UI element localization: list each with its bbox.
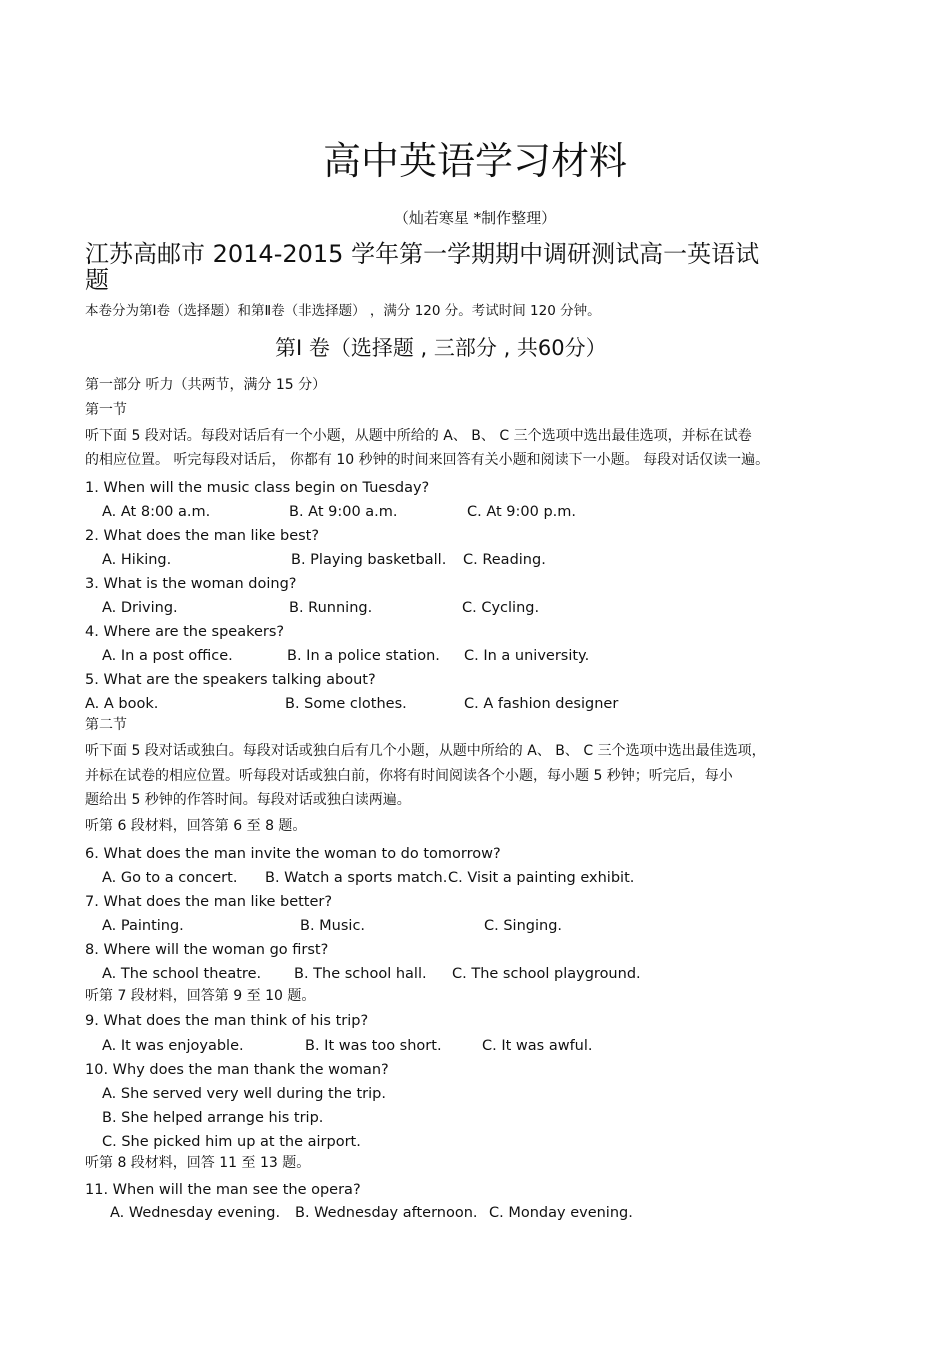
question-8-stem: 8. Where will the woman go first?	[85, 942, 329, 958]
question-5-stem: 5. What are the speakers talking about?	[85, 672, 376, 688]
exam-title-line2: 题	[85, 266, 109, 294]
question-1-stem: 1. When will the music class begin on Tuesday?	[85, 480, 430, 496]
material-6-note: 听第 6 段材料，回答第 6 至 8 题。	[85, 818, 307, 834]
question-11-option-a: A. Wednesday evening.	[110, 1205, 281, 1221]
section1-heading: 第一节	[85, 402, 127, 418]
section1-instructions-line1: 听下面 5 段对话。每段对话后有一个小题，从题中所给的 A、 B、 C 三个选项中选出最佳选项，并标在试卷	[85, 428, 752, 444]
question-4-option-a: A. In a post office.	[102, 648, 233, 664]
question-6-option-a: A. Go to a concert.	[102, 870, 238, 886]
question-4-option-c: C. In a university.	[464, 648, 590, 664]
question-3-option-b: B. Running.	[289, 600, 373, 616]
question-7-option-a: A. Painting.	[102, 918, 184, 934]
question-9-stem: 9. What does the man think of his trip?	[85, 1013, 369, 1029]
question-3-option-c: C. Cycling.	[462, 600, 540, 616]
question-4-stem: 4. Where are the speakers?	[85, 624, 285, 640]
question-9-option-a: A. It was enjoyable.	[102, 1038, 244, 1054]
question-1-option-c: C. At 9:00 p.m.	[467, 504, 577, 520]
question-8-option-a: A. The school theatre.	[102, 966, 262, 982]
material-8-note: 听第 8 段材料，回答 11 至 13 题。	[85, 1155, 311, 1171]
question-11-option-c: C. Monday evening.	[489, 1205, 633, 1221]
question-2-stem: 2. What does the man like best?	[85, 528, 320, 544]
question-7-option-b: B. Music.	[300, 918, 366, 934]
section2-instructions-line3: 题给出 5 秒钟的作答时间。每段对话或独白读两遍。	[85, 792, 411, 808]
question-1-option-b: B. At 9:00 a.m.	[289, 504, 398, 520]
volume-title: 第Ⅰ 卷（选择题 , 三部分 , 共60分）	[275, 336, 607, 360]
question-7-option-c: C. Singing.	[484, 918, 563, 934]
subtitle: （灿若寒星 *制作整理）	[393, 209, 557, 227]
section2-heading: 第二节	[85, 717, 127, 733]
question-2-option-a: A. Hiking.	[102, 552, 172, 568]
main-title: 高中英语学习材料	[322, 139, 627, 183]
section2-instructions-line1: 听下面 5 段对话或独白。每段对话或独白后有几个小题，从题中所给的 A、 B、 C 三个选项中选出最佳选项，	[85, 743, 766, 759]
exam-title-line1: 江苏高邮市 2014-2015 学年第一学期期中调研测试高一英语试	[85, 240, 760, 268]
question-11-option-b: B. Wednesday afternoon.	[295, 1205, 478, 1221]
question-6-stem: 6. What does the man invite the woman to do tomorrow?	[85, 846, 501, 862]
question-6-option-c: C. Visit a painting exhibit.	[448, 870, 635, 886]
question-10-option-a: A. She served very well during the trip.	[102, 1086, 386, 1102]
material-7-note: 听第 7 段材料，回答第 9 至 10 题。	[85, 988, 316, 1004]
question-7-stem: 7. What does the man like better?	[85, 894, 333, 910]
question-11-stem: 11. When will the man see the opera?	[85, 1182, 361, 1198]
question-10-option-b: B. She helped arrange his trip.	[102, 1110, 324, 1126]
section2-instructions-line2: 并标在试卷的相应位置。听每段对话或独白前，你将有时间阅读各个小题，每小题 5 秒钟；听完后，每小	[85, 768, 733, 784]
question-10-stem: 10. Why does the man thank the woman?	[85, 1062, 389, 1078]
question-4-option-b: B. In a police station.	[287, 648, 440, 664]
question-8-option-b: B. The school hall.	[294, 966, 427, 982]
part1-heading: 第一部分 听力（共两节，满分 15 分）	[85, 377, 327, 393]
question-9-option-c: C. It was awful.	[482, 1038, 593, 1054]
question-3-option-a: A. Driving.	[102, 600, 178, 616]
exam-intro: 本卷分为第Ⅰ卷（选择题）和第Ⅱ卷（非选择题） ，满分 120 分。考试时间 120 分钟。	[85, 303, 601, 319]
question-3-stem: 3. What is the woman doing?	[85, 576, 297, 592]
question-2-option-b: B. Playing basketball.	[291, 552, 447, 568]
question-1-option-a: A. At 8:00 a.m.	[102, 504, 211, 520]
question-8-option-c: C. The school playground.	[452, 966, 641, 982]
question-5-option-c: C. A fashion designer	[464, 696, 619, 712]
section1-instructions-line2: 的相应位置。 听完每段对话后， 你都有 10 秒钟的时间来回答有关小题和阅读下一小题。 每段对话仅读一遍。	[85, 452, 770, 468]
question-5-option-a: A. A book.	[85, 696, 159, 712]
question-2-option-c: C. Reading.	[463, 552, 546, 568]
question-9-option-b: B. It was too short.	[305, 1038, 442, 1054]
question-6-option-b: B. Watch a sports match.	[265, 870, 448, 886]
question-10-option-c: C. She picked him up at the airport.	[102, 1134, 361, 1150]
question-5-option-b: B. Some clothes.	[285, 696, 407, 712]
